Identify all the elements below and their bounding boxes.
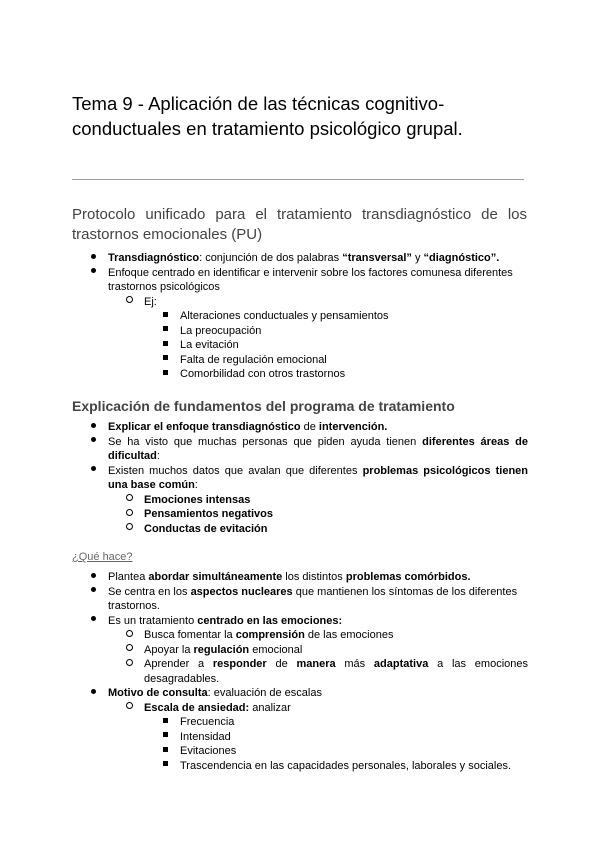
section-heading-fundamentos: Explicación de fundamentos del programa de tratamiento <box>72 398 455 414</box>
bullet-square-icon <box>156 744 174 759</box>
bullet-dot-icon <box>84 435 102 450</box>
bullet-dot-icon <box>84 464 102 479</box>
bullet-ring-icon <box>120 643 138 658</box>
list-item: Se centra en los aspectos nucleares que mantienen los síntomas de los diferentes trastornos. <box>72 585 528 614</box>
bullet-dot-icon <box>84 570 102 585</box>
list-item: Ej: <box>72 295 528 310</box>
bullet-ring-icon <box>120 657 138 672</box>
list-fundamentos <box>72 420 528 536</box>
list-item: Escala de ansiedad: analizar <box>72 701 528 716</box>
bullet-square-icon <box>156 715 174 730</box>
list-item: Apoyar la regulación emocional <box>72 643 528 658</box>
bullet-ring-icon <box>120 493 138 508</box>
list-item: Transdiagnóstico: conjunción de dos palabras “transversal” y “diagnóstico”. <box>72 251 528 266</box>
page-title: Tema 9 - Aplicación de las técnicas cognitivo-conductuales en tratamiento psicológico grupal. <box>72 93 463 139</box>
list-item: Evitaciones <box>72 744 528 759</box>
list-transdiagnostico <box>72 251 528 382</box>
bullet-dot-icon <box>84 585 102 600</box>
list-item: La evitación <box>72 338 528 353</box>
bullet-ring-icon <box>120 507 138 522</box>
list-item: La preocupación <box>72 324 528 339</box>
bullet-dot-icon <box>84 251 102 266</box>
bullet-square-icon <box>156 338 174 353</box>
bullet-square-icon <box>156 309 174 324</box>
list-item: Frecuencia <box>72 715 528 730</box>
list-item: Busca fomentar la comprensión de las emociones <box>72 628 528 643</box>
bullet-dot-icon <box>84 686 102 701</box>
bullet-dot-icon <box>84 266 102 281</box>
list-item: Alteraciones conductuales y pensamientos <box>72 309 528 324</box>
list-item: Emociones intensas <box>72 493 528 508</box>
list-item: Aprender a responder de manera más adaptativa a las emociones desagradables. <box>72 657 528 686</box>
bullet-dot-icon <box>84 614 102 629</box>
list-item: Plantea abordar simultáneamente los distintos problemas comórbidos. <box>72 570 528 585</box>
bullet-dot-icon <box>84 420 102 435</box>
bullet-ring-icon <box>120 522 138 537</box>
list-que-hace <box>72 570 528 773</box>
bullet-ring-icon <box>120 701 138 716</box>
list-item: Se ha visto que muchas personas que piden ayuda tienen diferentes áreas de dificultad: <box>72 435 528 464</box>
bullet-square-icon <box>156 730 174 745</box>
list-item: Explicar el enfoque transdiagnóstico de intervención. <box>72 420 528 435</box>
list-item: Es un tratamiento centrado en las emociones: <box>72 614 528 629</box>
list-item: Comorbilidad con otros trastornos <box>72 367 528 382</box>
list-item: Intensidad <box>72 730 528 745</box>
bullet-square-icon <box>156 353 174 368</box>
bullet-ring-icon <box>120 628 138 643</box>
section-title-protocolo: Protocolo unificado para el tratamiento transdiagnóstico de los trastornos emocionales (PU) <box>72 206 527 243</box>
list-item: Pensamientos negativos <box>72 507 528 522</box>
list-item: Trascendencia en las capacidades personales, laborales y sociales. <box>72 759 528 774</box>
bullet-square-icon <box>156 324 174 339</box>
title-divider <box>72 179 524 180</box>
bullet-ring-icon <box>120 295 138 310</box>
que-hace-link[interactable]: ¿Qué hace? <box>72 551 133 563</box>
bullet-square-icon <box>156 367 174 382</box>
bullet-square-icon <box>156 759 174 774</box>
list-item: Falta de regulación emocional <box>72 353 528 368</box>
list-item: Existen muchos datos que avalan que diferentes problemas psicológicos tienen una base común: <box>72 464 528 493</box>
list-item: Conductas de evitación <box>72 522 528 537</box>
list-item: Motivo de consulta: evaluación de escalas <box>72 686 528 701</box>
list-item: Enfoque centrado en identificar e intervenir sobre los factores comunesa diferentes trastornos psicológicos <box>72 266 528 295</box>
